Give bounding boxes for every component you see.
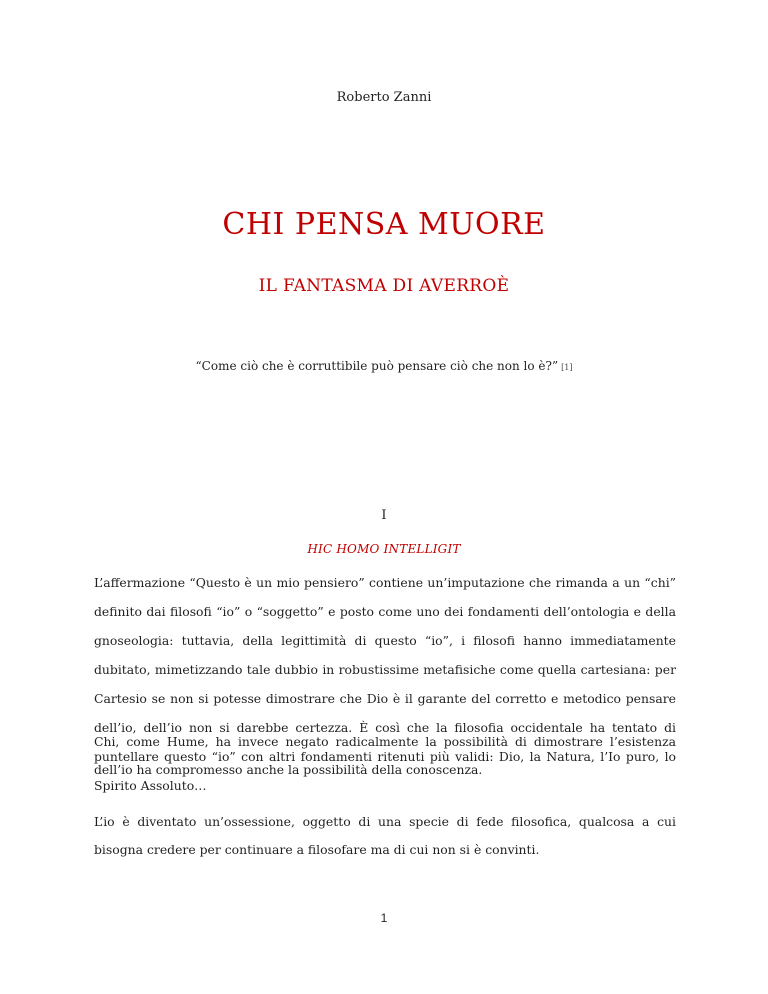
- footnote-reference[interactable]: [1]: [561, 363, 573, 372]
- epigraph-text: “Come ciò che è corruttibile può pensare ciò che non lo è?”: [195, 359, 559, 373]
- page-number: 1: [380, 911, 388, 925]
- document-title: CHI PENSA MUORE: [222, 207, 546, 242]
- body-paragraph: L’io è diventato un’ossessione, oggetto di una specie di fede filosofica, qualcosa a cui bisogna credere per continuare a filosofare ma di cui non si è convinti.: [94, 814, 676, 857]
- author-name: Roberto Zanni: [336, 90, 432, 105]
- body-paragraph: Chi, come Hume, ha invece negato radicalmente la possibilità di dimostrare l’esistenza dell’io ha compromesso anche la possibilità della conoscenza.: [94, 734, 676, 777]
- epigraph: [0, 359, 768, 373]
- document-subtitle: IL FANTASMA DI AVERROÈ: [258, 276, 510, 296]
- section-title: HIC HOMO INTELLIGIT: [307, 542, 461, 556]
- section-number: I: [381, 508, 387, 523]
- body-paragraph: L’affermazione “Questo è un mio pensiero” contiene un’imputazione che rimanda a un “chi” definito dai filosofi “io” o “soggetto” e posto come uno dei fondamenti dell’ontologia e della gnoseologia: tuttavia, della legittimità di questo “io”, i filosofi hanno immediatamente dubitato, mimetizzando tale dubbio in robustissime metafisiche come quella cartesiana: per Cartesio se non si potesse dimostrare che Dio è il garante del corretto e metodico pensare dell’io, dell’io non si darebbe certezza. È così che la filosofia occidentale ha tentato di puntellare questo “io” con altri fondamenti ritenuti più validi: Dio, la Natura, l’Io puro, lo Spirito Assoluto…: [94, 575, 676, 793]
